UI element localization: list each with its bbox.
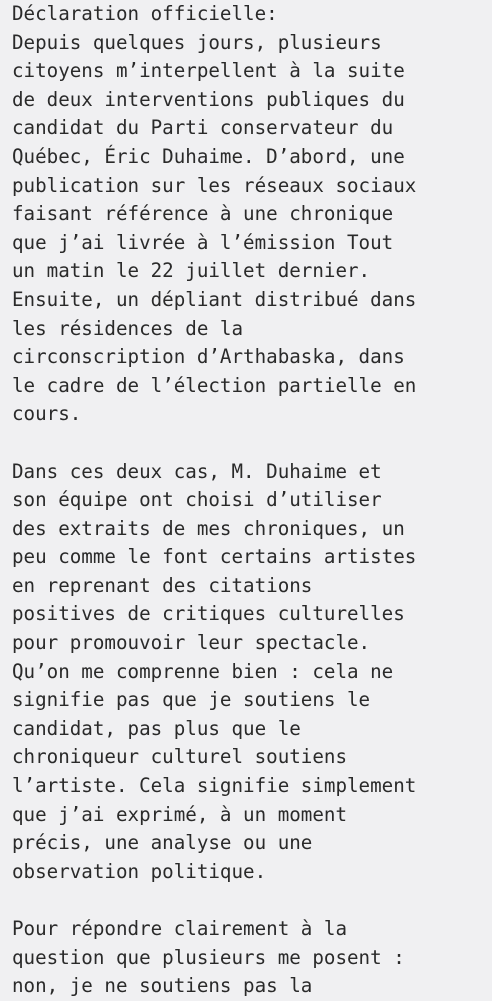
- text-line: chroniqueur culturel soutiens: [12, 745, 348, 769]
- text-line: que j’ai livrée à l’émission Tout: [12, 230, 394, 254]
- text-line: en reprenant des citations: [12, 573, 313, 597]
- text-line: le cadre de l’élection partielle en: [12, 373, 417, 397]
- text-line: cours.: [12, 402, 82, 426]
- text-line: les résidences de la: [12, 316, 244, 340]
- text-line: l’artiste. Cela signifie simplement: [12, 774, 417, 798]
- text-line: citoyens m’interpellent à la suite: [12, 59, 405, 83]
- statement-document: [12, 0, 488, 1001]
- text-line: non, je ne soutiens pas la: [12, 974, 313, 998]
- text-line: de deux interventions publiques du: [12, 87, 405, 111]
- text-line: peu comme le font certains artistes: [12, 545, 417, 569]
- paragraph-2: [12, 458, 488, 887]
- text-line: candidat, pas plus que le: [12, 716, 301, 740]
- text-line: observation politique.: [12, 859, 267, 883]
- paragraph-spacer: [12, 886, 488, 915]
- text-line: positives de critiques culturelles: [12, 602, 405, 626]
- document-title: Déclaration officielle:: [12, 2, 278, 25]
- text-line: des extraits de mes chroniques, un: [12, 516, 405, 540]
- text-line: Pour répondre clairement à la: [12, 917, 348, 940]
- text-line: Ensuite, un dépliant distribué dans: [12, 287, 417, 311]
- text-line: faisant référence à une chronique: [12, 202, 394, 226]
- text-line: question que plusieurs me posent :: [12, 945, 405, 969]
- text-line: publication sur les réseaux sociaux: [12, 173, 417, 197]
- text-line: Depuis quelques jours, plusieurs: [12, 30, 382, 54]
- paragraph-1: [12, 29, 488, 429]
- text-line: circonscription d’Arthabaska, dans: [12, 345, 405, 369]
- text-line: précis, une analyse ou une: [12, 831, 313, 855]
- text-line: Dans ces deux cas, M. Duhaime et: [12, 459, 382, 483]
- text-line: son équipe ont choisi d’utiliser: [12, 488, 382, 512]
- text-line: Québec, Éric Duhaime. D’abord, une: [12, 144, 405, 168]
- text-line: candidat du Parti conservateur du: [12, 116, 394, 140]
- text-line: pour promouvoir leur spectacle.: [12, 631, 371, 655]
- text-line: que j’ai exprimé, à un moment: [12, 802, 348, 826]
- text-line: signifie pas que je soutiens le: [12, 688, 371, 712]
- paragraph-spacer: [12, 429, 488, 458]
- paragraph-3: [12, 915, 488, 1001]
- text-line: Qu’on me comprenne bien : cela ne: [12, 659, 394, 683]
- text-line: un matin le 22 juillet dernier.: [12, 259, 371, 283]
